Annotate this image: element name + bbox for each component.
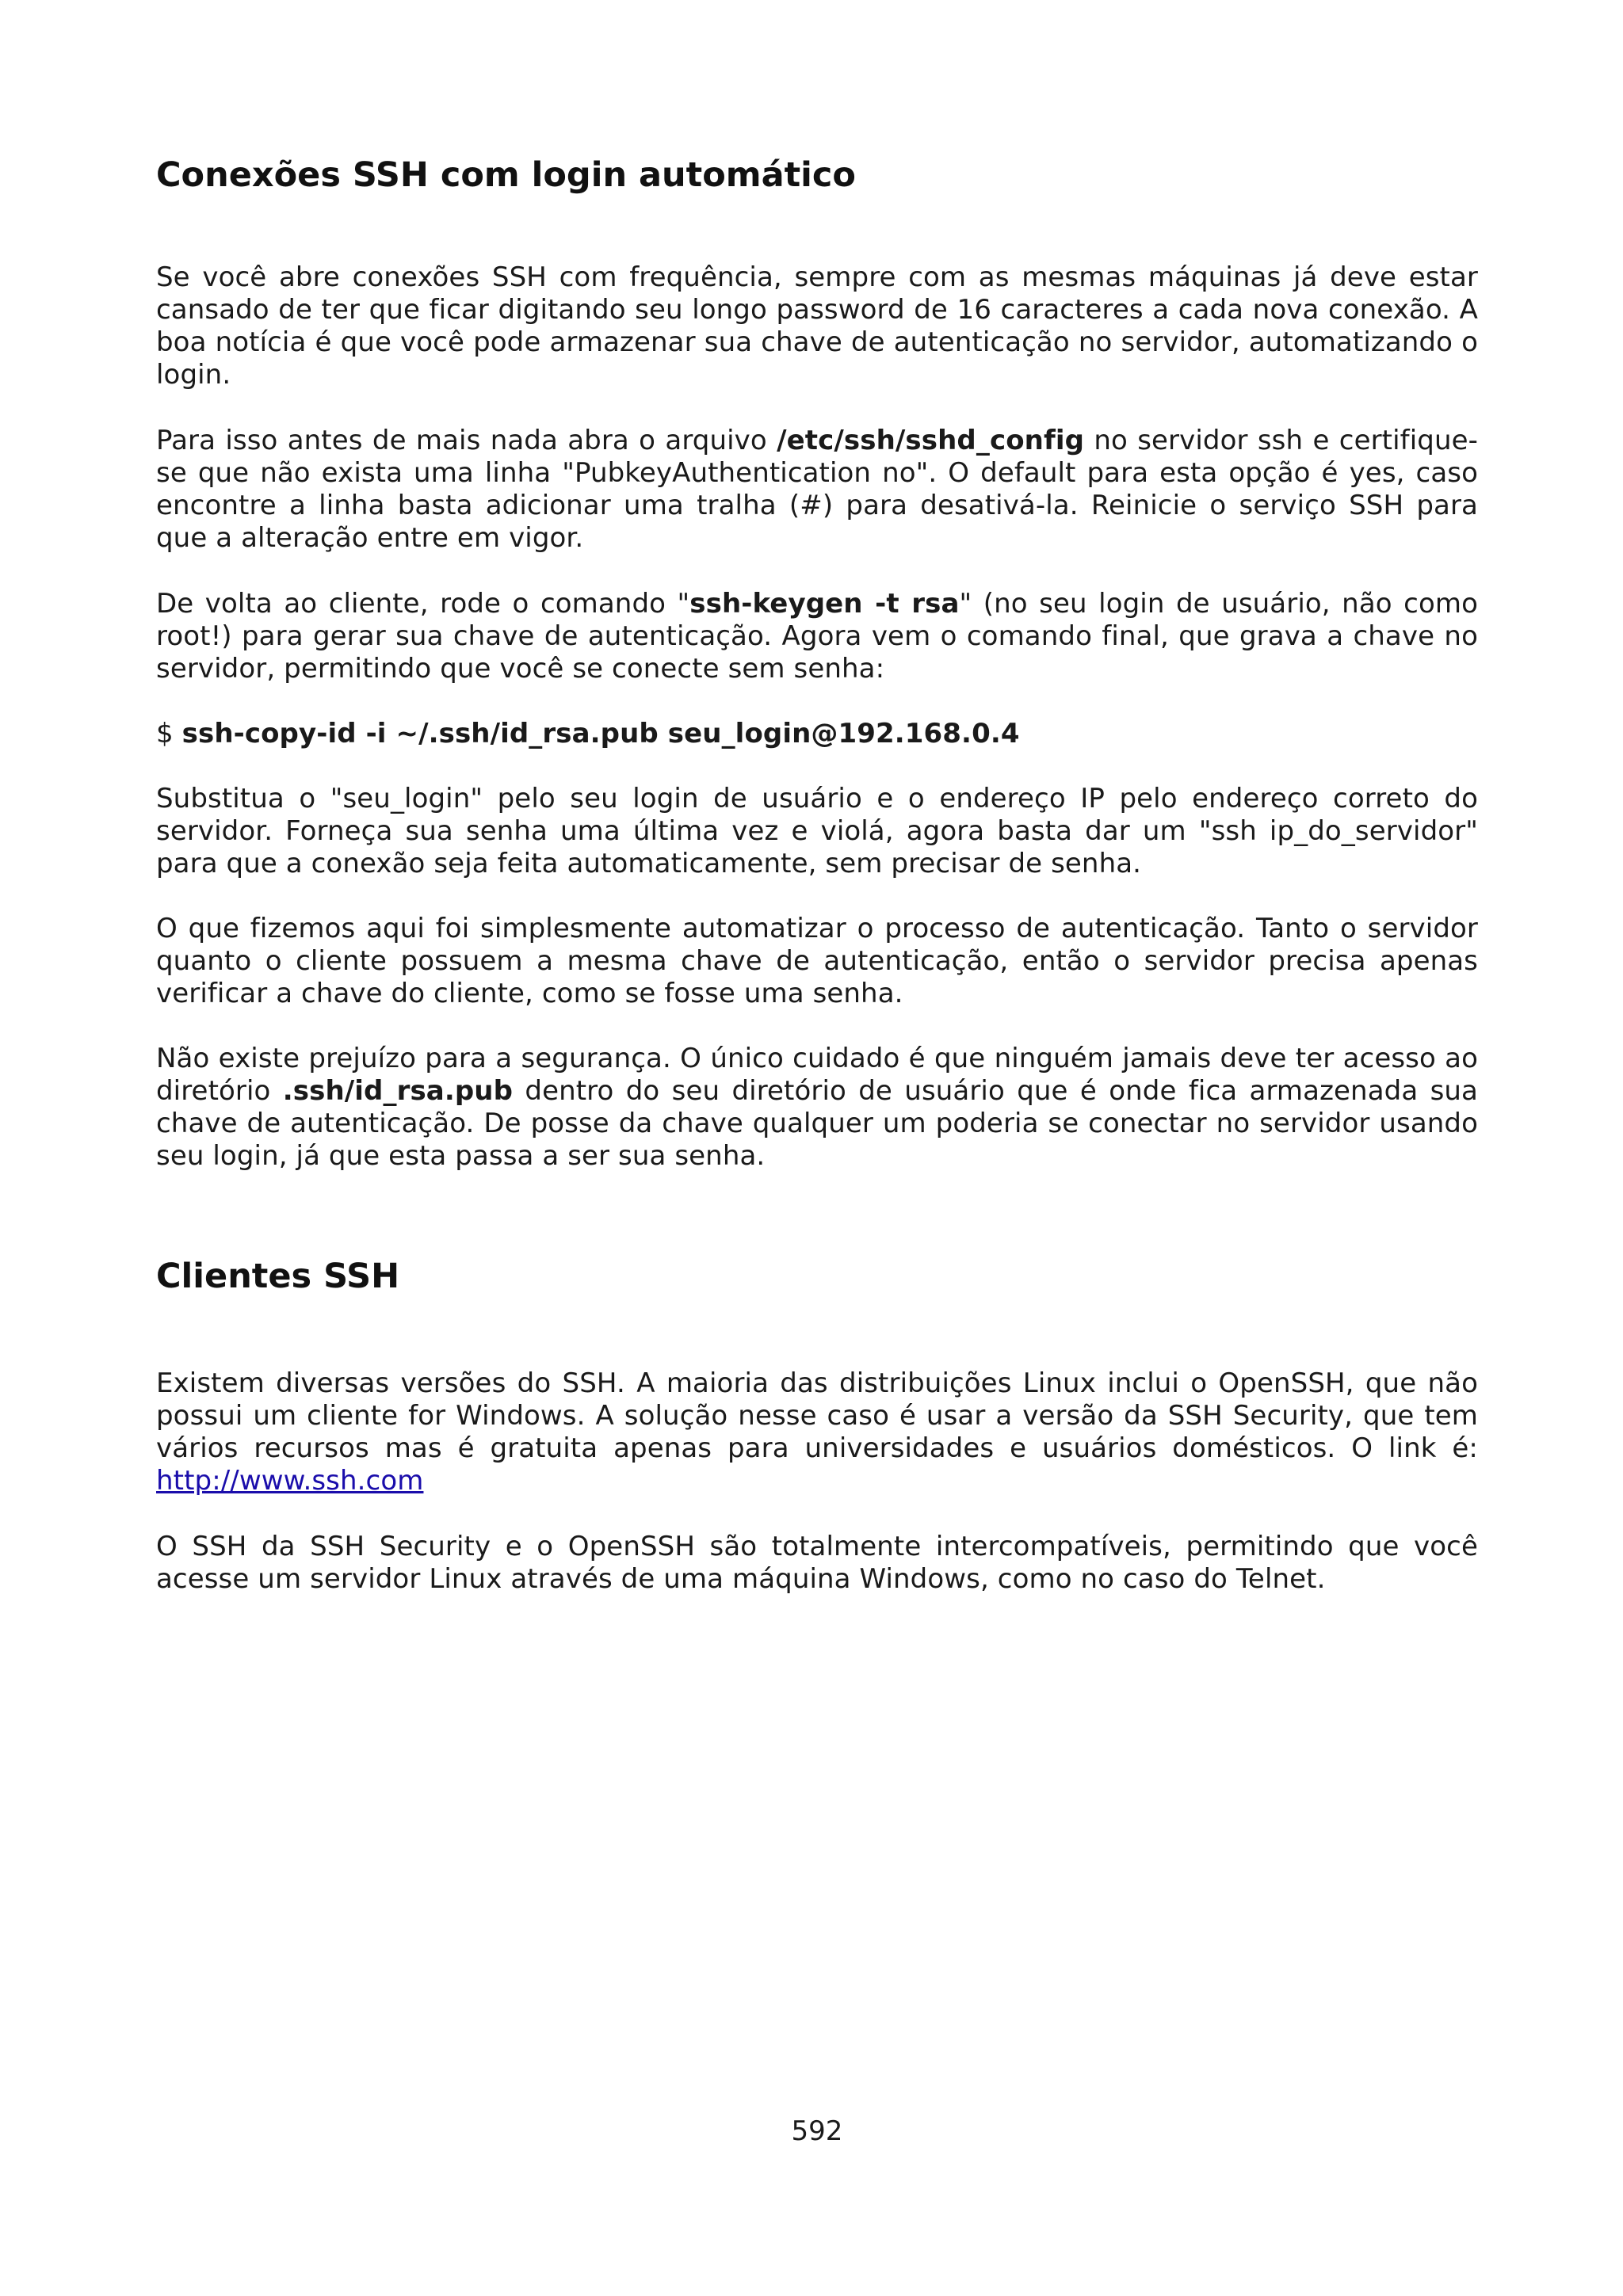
page-number: 592: [791, 2115, 843, 2147]
text-span: Não existe prejuízo para a segurança. O único cuidado é que ninguém jamais deve ter acesso ao diretório: [156, 1043, 1478, 1107]
text-span: dentro do seu diretório de usuário que é onde fica armazenada sua chave de autenticação. De posse da chave qualquer um poderia se conectar no servidor usando seu login, já que esta passa a ser sua senha.: [156, 1075, 1478, 1172]
config-path: /etc/ssh/sshd_config: [777, 425, 1085, 456]
text-span: De volta ao cliente, rode o comando ": [156, 588, 690, 620]
text-span: " (no seu login de usuário, não como root!) para gerar sua chave de autenticação. Agora vem o comando final, que grava a chave no servidor, permitindo que você se conecte sem senha:: [156, 588, 1478, 685]
text-span: Para isso antes de mais nada abra o arquivo: [156, 425, 777, 456]
paragraph-sshd-config: [156, 425, 1478, 555]
paragraph-substitute: Substitua o "seu_login" pelo seu login de usuário e o endereço IP pelo endereço correto do servidor. Forneça sua senha uma última vez e violá, agora basta dar um "ssh ip_do_servidor" para que a conexão seja feita automaticamente, sem precisar de senha.: [156, 783, 1478, 879]
copy-id-command: ssh-copy-id -i ~/.ssh/id_rsa.pub seu_login@192.168.0.4: [181, 718, 1020, 749]
ssh-website-link[interactable]: http://www.ssh.com: [156, 1465, 424, 1497]
paragraph-compatibility: O SSH da SSH Security e o OpenSSH são totalmente intercompatíveis, permitindo que você acesse um servidor Linux através de uma máquina Windows, como no caso do Telnet.: [156, 1531, 1478, 1595]
keygen-command: ssh-keygen -t rsa: [689, 588, 960, 620]
section-heading-ssh-clients: Clientes SSH: [156, 1257, 400, 1296]
paragraph-intro: Se você abre conexões SSH com frequência, sempre com as mesmas máquinas já deve estar cansado de ter que ficar digitando seu longo password de 16 caracteres a cada nova conexão. A boa notícia é que você pode armazenar sua chave de autenticação no servidor, automatizando o login.: [156, 261, 1478, 391]
section-heading-ssh-auto-login: Conexões SSH com login automático: [156, 155, 856, 195]
paragraph-ssh-versions: [156, 1367, 1478, 1497]
paragraph-keygen: [156, 588, 1478, 685]
text-span: no servidor ssh e certifique-se que não exista uma linha "PubkeyAuthentication no". O default para esta opção é yes, caso encontre a linha basta adicionar uma tralha (#) para desativá-la. Reinicie o serviço SSH para que a alteração entre em vigor.: [156, 425, 1478, 554]
paragraph-explanation: O que fizemos aqui foi simplesmente automatizar o processo de autenticação. Tanto o servidor quanto o cliente possuem a mesma chave de autenticação, então o servidor precisa apenas verificar a chave do cliente, como se fosse uma senha.: [156, 913, 1478, 1009]
command-line: [156, 718, 1478, 750]
text-span: Existem diversas versões do SSH. A maioria das distribuições Linux inclui o OpenSSH, que não possui um cliente for Windows. A solução nesse caso é usar a versão da SSH Security, que tem vários recursos mas é gratuita apenas para universidades e usuários domésticos. O link é:: [156, 1367, 1478, 1464]
paragraph-security: [156, 1043, 1478, 1173]
key-path: .ssh/id_rsa.pub: [282, 1075, 514, 1107]
shell-prompt: $: [156, 718, 182, 749]
